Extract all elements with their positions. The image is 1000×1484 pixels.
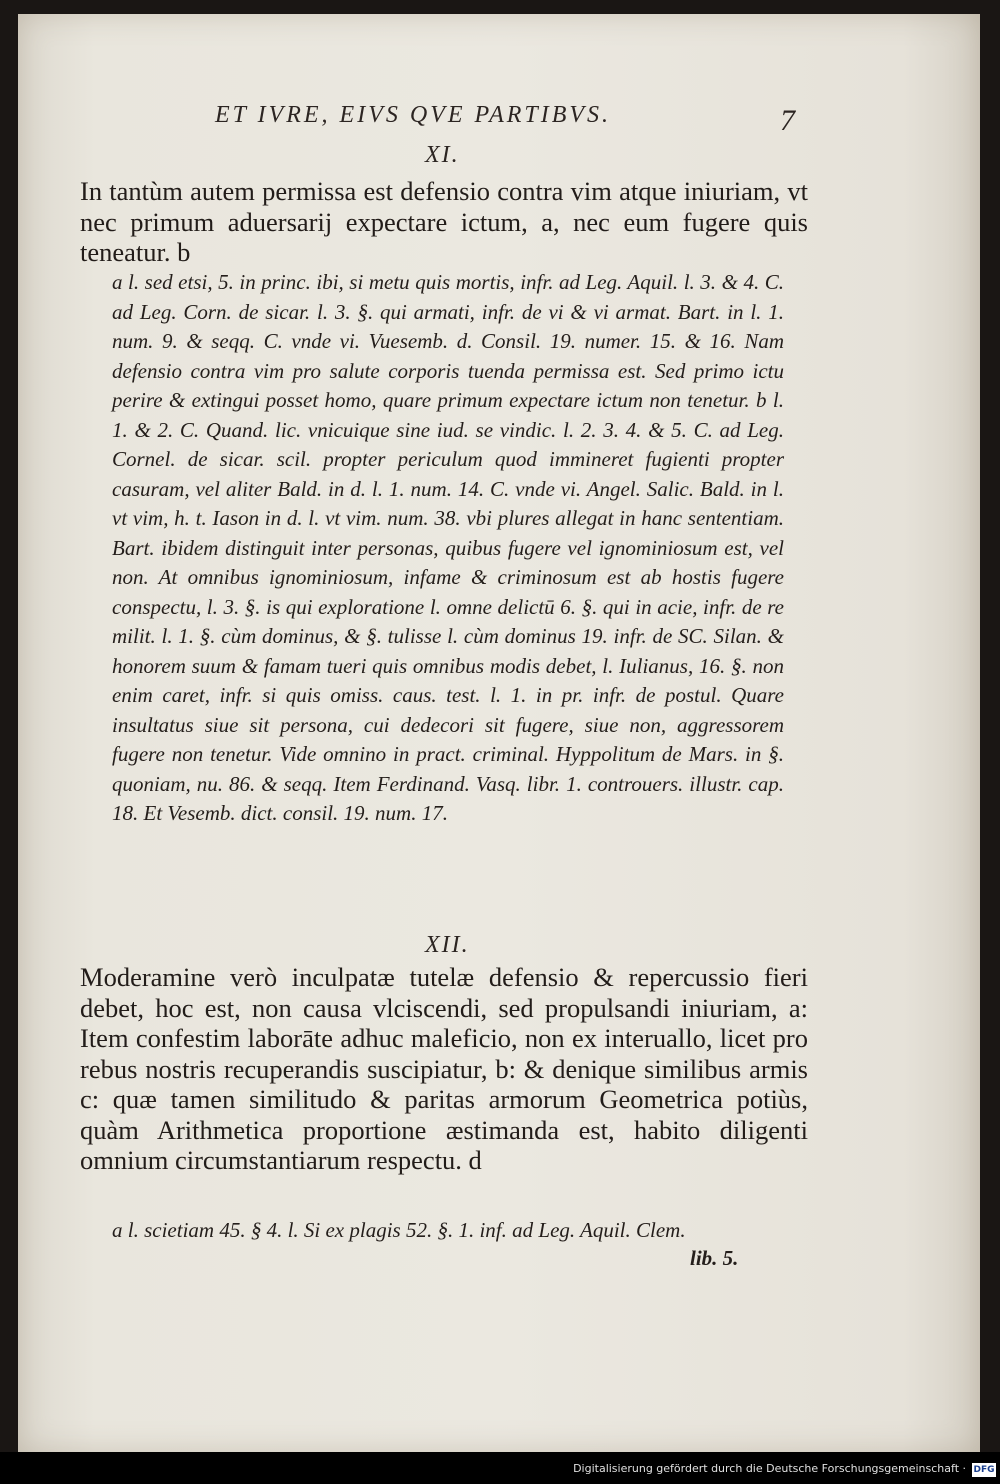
section-number-xi: XI. bbox=[425, 142, 460, 168]
section-number-xii: XII. bbox=[425, 932, 470, 958]
paragraph-xi: In tantùm autem permissa est defensio contra vim atque iniuriam, vt nec primum aduersarij expectare ictum, a, nec eum fugere quis teneatur. b bbox=[80, 176, 808, 267]
footer-credit: Digitalisierung gefördert durch die Deutsche Forschungsgemeinschaft · bbox=[573, 1462, 966, 1475]
footer-bar bbox=[0, 1452, 1000, 1484]
footnote-xi: a l. sed etsi, 5. in princ. ibi, si metu quis mortis, infr. ad Leg. Aquil. l. 3. & 4. C. ad Leg. Corn. de sicar. l. 3. §. qui armati, infr. de vi & vi armat. Bart. in l. 1. num. 9. & seqq. C. vnde vi. Vuesemb. d. Consil. 19. numer. 15. & 16. Nam defensio contra vim pro salute corporis tuenda permissa est. Sed primo ictu perire & extingui posset homo, quare primum expectare ictum non tenetur. b l. 1. & 2. C. Quand. lic. vnicuique sine iud. se vindic. l. 2. 3. 4. & 5. C. ad Leg. Cornel. de sicar. scil. propter periculum quod immineret fugienti propter casuram, vel aliter Bald. in d. l. 1. num. 14. C. vnde vi. Angel. Salic. Bald. in l. vt vim, h. t. Iason in d. l. vt vim. num. 38. vbi plures allegat in hanc sententiam. Bart. ibidem distinguit inter personas, quibus fugere vel ignominiosum est, vel non. At omnibus ignominiosum, infame & criminosum est ab hostis fugere conspectu, l. 3. §. is qui exploratione l. omne delictū 6. §. qui in acie, infr. de re milit. l. 1. §. cùm dominus, & §. tulisse l. cùm dominus 19. infr. de SC. Silan. & honorem suum & famam tueri quis omnibus modis debet, l. Iulianus, 16. §. non enim caret, infr. si quis omiss. caus. test. l. 1. in pr. infr. de postul. Quare insultatus siue sit persona, cui dedecori sit fugere, siue non, aggressorem fugere non tenetur. Vide omnino in pract. criminal. Hyppolitum de Mars. in §. quoniam, nu. 86. & seqq. Item Ferdinand. Vasq. libr. 1. controuers. illustr. cap. 18. Et Vesemb. dict. consil. 19. num. 17. bbox=[112, 270, 784, 825]
footnote-xii-continuation: lib. 5. bbox=[690, 1246, 739, 1270]
running-head: ET IVRE, EIVS QVE PARTIBVS. bbox=[215, 102, 612, 128]
paragraph-xii: Moderamine verò inculpatæ tutelæ defensio & repercussio fieri debet, hoc est, non causa vlciscendi, sed propulsandi iniuriam, a: Item confestim laborāte adhuc maleficio, non ex interuallo, licet pro rebus nostris recuperandis suscipiatur, b: & denique similibus armis c: quæ tamen similitudo & paritas armorum Geometrica potiùs, quàm Arithmetica proportione æstimanda est, habito diligenti omnium circumstantiarum respectu. d bbox=[80, 962, 808, 1175]
footnote-xii: a l. scietiam 45. § 4. l. Si ex plagis 52. §. 1. inf. ad Leg. Aquil. Clem. bbox=[112, 1218, 686, 1242]
dfg-logo: DFG bbox=[973, 1465, 995, 1475]
page-number: 7 bbox=[780, 104, 795, 137]
